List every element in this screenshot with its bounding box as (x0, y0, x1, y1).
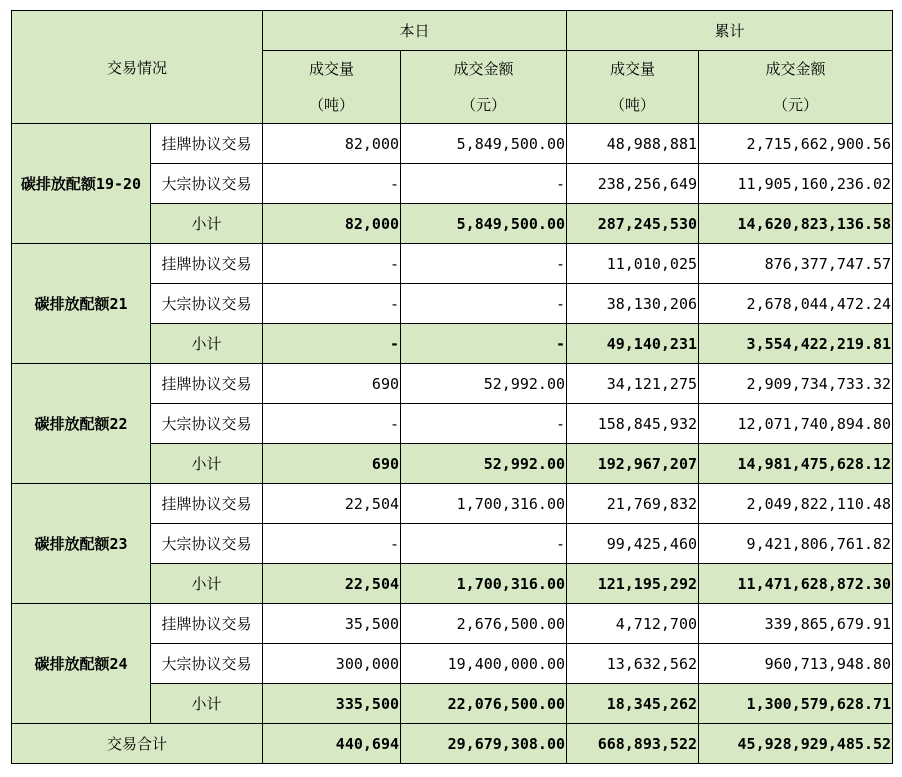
total-today-volume: 440,694 (263, 724, 401, 764)
cum-amount-cell: 2,715,662,900.56 (699, 124, 893, 164)
header-trade-situation-label: 交易情况 (107, 58, 168, 77)
header-group-today: 本日 (263, 11, 567, 51)
cum-amount-cell: 9,421,806,761.82 (699, 524, 893, 564)
cum-volume-cell: 192,967,207 (567, 444, 699, 484)
cum-amount-cell: 876,377,747.57 (699, 244, 893, 284)
header-cum-volume-unit: （吨） (610, 96, 656, 114)
quota-group-name: 碳排放配额19-20 (12, 124, 151, 244)
today-volume-cell: 82,000 (263, 204, 401, 244)
cum-volume-cell: 38,130,206 (567, 284, 699, 324)
header-cum-volume (567, 51, 699, 124)
cum-amount-cell: 960,713,948.80 (699, 644, 893, 684)
today-volume-cell: - (263, 164, 401, 204)
total-cum-volume: 668,893,522 (567, 724, 699, 764)
total-today-amount: 29,679,308.00 (401, 724, 567, 764)
trade-type-cell: 挂牌协议交易 (151, 364, 263, 404)
trade-type-cell: 小计 (151, 204, 263, 244)
cum-amount-cell: 11,905,160,236.02 (699, 164, 893, 204)
header-today-amount-unit: （元） (461, 96, 507, 114)
quota-group-name: 碳排放配额23 (12, 484, 151, 604)
today-amount-cell: 5,849,500.00 (401, 124, 567, 164)
table-row (12, 604, 893, 644)
trade-type-cell: 挂牌协议交易 (151, 244, 263, 284)
today-amount-cell: - (401, 524, 567, 564)
trade-type-cell: 大宗协议交易 (151, 284, 263, 324)
header-today-volume (263, 51, 401, 124)
trade-type-cell: 大宗协议交易 (151, 524, 263, 564)
today-amount-cell: 19,400,000.00 (401, 644, 567, 684)
cum-volume-cell: 21,769,832 (567, 484, 699, 524)
cum-volume-cell: 158,845,932 (567, 404, 699, 444)
cum-amount-cell: 14,620,823,136.58 (699, 204, 893, 244)
cum-volume-cell: 287,245,530 (567, 204, 699, 244)
today-volume-cell: 22,504 (263, 484, 401, 524)
table-row (12, 124, 893, 164)
header-today-volume-unit: （吨） (309, 96, 355, 114)
header-cum-amount-unit: （元） (773, 96, 819, 114)
cum-volume-cell: 11,010,025 (567, 244, 699, 284)
cum-volume-cell: 13,632,562 (567, 644, 699, 684)
trade-type-cell: 小计 (151, 684, 263, 724)
trading-summary-table (11, 10, 893, 764)
cum-volume-cell: 4,712,700 (567, 604, 699, 644)
trade-type-cell: 大宗协议交易 (151, 164, 263, 204)
today-amount-cell: - (401, 164, 567, 204)
today-volume-cell: 300,000 (263, 644, 401, 684)
cum-amount-cell: 3,554,422,219.81 (699, 324, 893, 364)
header-today-amount-label: 成交金额 (453, 60, 514, 78)
cum-amount-cell: 1,300,579,628.71 (699, 684, 893, 724)
total-cum-amount: 45,928,929,485.52 (699, 724, 893, 764)
today-volume-cell: - (263, 244, 401, 284)
trade-type-cell: 挂牌协议交易 (151, 604, 263, 644)
today-amount-cell: 52,992.00 (401, 444, 567, 484)
today-amount-cell: - (401, 244, 567, 284)
header-cum-amount (699, 51, 893, 124)
header-cum-amount-label: 成交金额 (765, 60, 826, 78)
header-today-volume-label: 成交量 (309, 60, 355, 78)
today-volume-cell: - (263, 524, 401, 564)
today-amount-cell: 1,700,316.00 (401, 564, 567, 604)
trade-type-cell: 大宗协议交易 (151, 404, 263, 444)
header-group-cumulative: 累计 (567, 11, 893, 51)
cum-volume-cell: 34,121,275 (567, 364, 699, 404)
today-volume-cell: 690 (263, 364, 401, 404)
cum-volume-cell: 49,140,231 (567, 324, 699, 364)
table-row (12, 244, 893, 284)
cum-volume-cell: 99,425,460 (567, 524, 699, 564)
cum-amount-cell: 14,981,475,628.12 (699, 444, 893, 484)
trade-type-cell: 大宗协议交易 (151, 644, 263, 684)
header-cum-volume-label: 成交量 (610, 60, 656, 78)
today-amount-cell: - (401, 284, 567, 324)
today-volume-cell: 335,500 (263, 684, 401, 724)
cum-amount-cell: 11,471,628,872.30 (699, 564, 893, 604)
header-row-groups (12, 11, 893, 51)
today-amount-cell: - (401, 404, 567, 444)
cum-volume-cell: 18,345,262 (567, 684, 699, 724)
quota-group-name: 碳排放配额22 (12, 364, 151, 484)
trade-type-cell: 小计 (151, 324, 263, 364)
today-amount-cell: 5,849,500.00 (401, 204, 567, 244)
total-label: 交易合计 (12, 724, 263, 764)
header-today-amount (401, 51, 567, 124)
today-amount-cell: - (401, 324, 567, 364)
today-amount-cell: 1,700,316.00 (401, 484, 567, 524)
today-volume-cell: 22,504 (263, 564, 401, 604)
trade-type-cell: 小计 (151, 444, 263, 484)
today-volume-cell: - (263, 404, 401, 444)
today-volume-cell: - (263, 284, 401, 324)
quota-group-name: 碳排放配额21 (12, 244, 151, 364)
trade-type-cell: 小计 (151, 564, 263, 604)
table-row-total (12, 724, 893, 764)
cum-volume-cell: 48,988,881 (567, 124, 699, 164)
today-volume-cell: 690 (263, 444, 401, 484)
today-volume-cell: - (263, 324, 401, 364)
today-amount-cell: 52,992.00 (401, 364, 567, 404)
cum-volume-cell: 238,256,649 (567, 164, 699, 204)
today-volume-cell: 35,500 (263, 604, 401, 644)
trade-type-cell: 挂牌协议交易 (151, 484, 263, 524)
table-row (12, 484, 893, 524)
header-trade-situation (12, 11, 263, 124)
cum-amount-cell: 2,909,734,733.32 (699, 364, 893, 404)
today-volume-cell: 82,000 (263, 124, 401, 164)
today-amount-cell: 22,076,500.00 (401, 684, 567, 724)
trade-type-cell: 挂牌协议交易 (151, 124, 263, 164)
cum-amount-cell: 339,865,679.91 (699, 604, 893, 644)
cum-amount-cell: 12,071,740,894.80 (699, 404, 893, 444)
cum-volume-cell: 121,195,292 (567, 564, 699, 604)
cum-amount-cell: 2,049,822,110.48 (699, 484, 893, 524)
today-amount-cell: 2,676,500.00 (401, 604, 567, 644)
cum-amount-cell: 2,678,044,472.24 (699, 284, 893, 324)
table-row (12, 364, 893, 404)
quota-group-name: 碳排放配额24 (12, 604, 151, 724)
